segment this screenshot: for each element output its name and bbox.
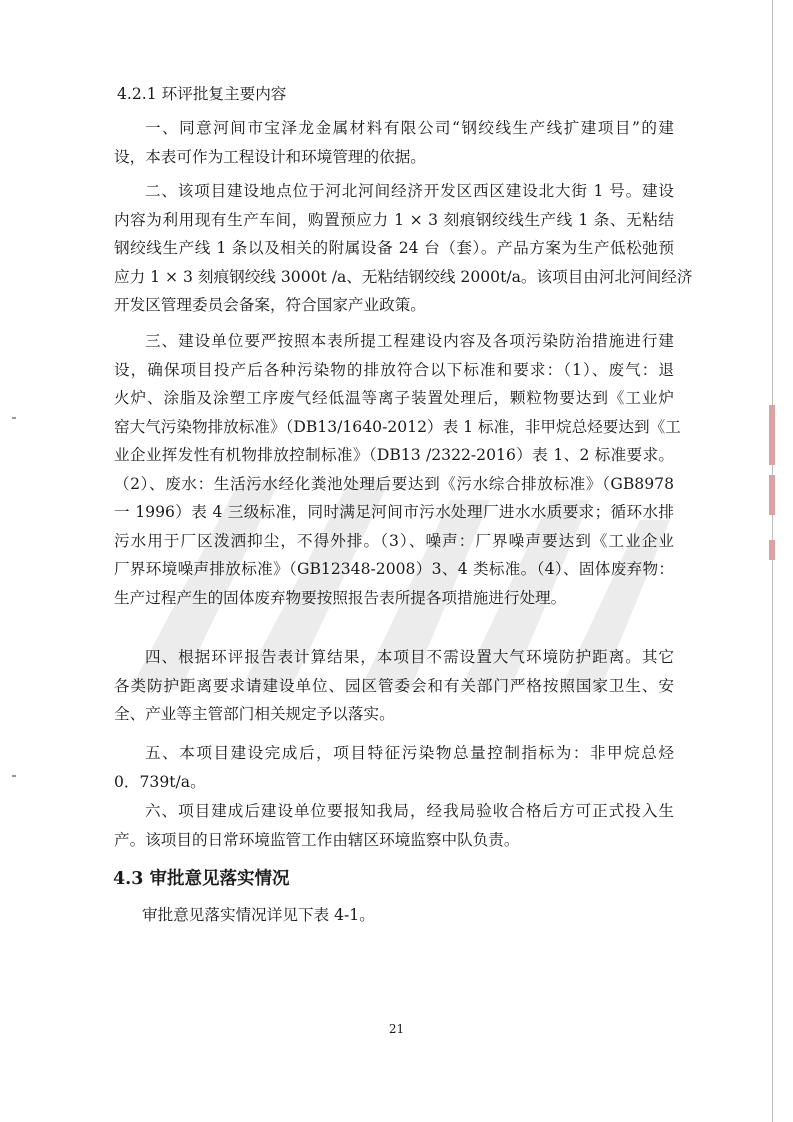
- paragraph-line: 产。该项目的日常环境监管工作由辖区环境监察中队负责。: [114, 830, 520, 849]
- page-number: 21: [388, 1022, 405, 1036]
- paragraph-line: 业企业挥发性有机物排放控制标准》（DB13 /2322-2016）表 1、2 标准要求。: [114, 446, 674, 464]
- paragraph-line: 各类防护距离要求请建设单位、园区管委会和有关部门严格按照国家卫生、安: [114, 676, 674, 695]
- paragraph-4: [114, 643, 674, 729]
- scan-mark: [12, 775, 16, 777]
- paragraph-3: [114, 327, 681, 612]
- paragraph-line: 开发区管理委员会备案，符合国家产业政策。: [114, 296, 426, 314]
- paragraph-line: 一、同意河间市宝泽龙金属材料有限公司“钢绞线生产线扩建项目”的建: [145, 119, 674, 137]
- paragraph-line: 设，确保项目投产后各种污染物的排放符合以下标准和要求：（1）、废气：退: [114, 360, 674, 379]
- paragraph-6: [114, 797, 674, 854]
- paragraph-line: （2）、废水：生活污水经化粪池处理后要达到《污水综合排放标准》（GB8978: [114, 474, 674, 493]
- paragraph-line: 窑大气污染物排放标准》（DB13/1640-2012）表 1 标准，非甲烷总烃要达到《工: [114, 417, 681, 436]
- paragraph-2: [114, 177, 693, 320]
- paragraph-line: 四、根据环评报告表计算结果，本项目不需设置大气环境防护距离。其它: [145, 648, 674, 666]
- edge-stamp-fragment: [769, 405, 775, 465]
- paragraph-line: 0．739t/a。: [114, 772, 206, 791]
- section-heading-4-2-1: 4.2.1 环评批复主要内容: [117, 85, 287, 103]
- edge-stamp-fragment: [769, 540, 775, 560]
- paragraph-line: 二、该项目建设地点位于河北河间经济开发区西区建设北大街 1 号。建设: [145, 182, 674, 200]
- paragraph-line: 三、建设单位要严按照本表所提工程建设内容及各项污染防治措施进行建: [145, 332, 674, 350]
- paragraph-line: 六、项目建成后建设单位要报知我局，经我局验收合格后方可正式投入生: [145, 802, 674, 820]
- edge-stamp-fragment: [769, 475, 775, 515]
- paragraph-line: 一 1996）表 4 三级标准，同时满足河间市污水处理厂进水水质要求；循环水排: [114, 503, 674, 521]
- page-edge-line: [772, 0, 773, 1122]
- paragraph-line: 钢绞线生产线 1 条以及相关的附属设备 24 台（套）。产品方案为生产低松弛预: [114, 239, 674, 257]
- paragraph-line: 生产过程产生的固体废弃物要按照报告表所提各项措施进行处理。: [114, 588, 567, 607]
- paragraph-line: 火炉、涂脂及涂塑工序废气经低温等离子装置处理后，颗粒物要达到《工业炉: [114, 389, 674, 407]
- paragraph-line: 全、产业等主管部门相关规定予以落实。: [114, 705, 395, 723]
- paragraph-line: 五、本项目建设完成后，项目特征污染物总量控制指标为：非甲烷总烃: [145, 744, 674, 762]
- paragraph-line: 设，本表可作为工程设计和环境管理的依据。: [114, 147, 426, 166]
- scan-mark: [12, 417, 16, 419]
- section-heading-4-3: 4.3 审批意见落实情况: [113, 869, 290, 889]
- paragraph-1: [114, 114, 674, 171]
- paragraph-5: [114, 739, 674, 796]
- paragraph-line: 污水用于厂区泼洒抑尘，不得外排。（3）、噪声：厂界噪声要达到《工业企业: [114, 531, 674, 550]
- section-4-3-text: 审批意见落实情况详见下表 4-1。: [142, 906, 375, 924]
- paragraph-line: 内容为利用现有生产车间，购置预应力 1 × 3 刻痕钢绞线生产线 1 条、无粘结: [114, 210, 674, 229]
- paragraph-line: 厂界环境噪声排放标准》（GB12348-2008）3、4 类标准。（4）、固体废弃物：: [114, 560, 674, 578]
- paragraph-line: 应力 1 × 3 刻痕钢绞线 3000t /a、无粘结钢绞线 2000t/a。该项目由河北河间经济: [114, 267, 693, 286]
